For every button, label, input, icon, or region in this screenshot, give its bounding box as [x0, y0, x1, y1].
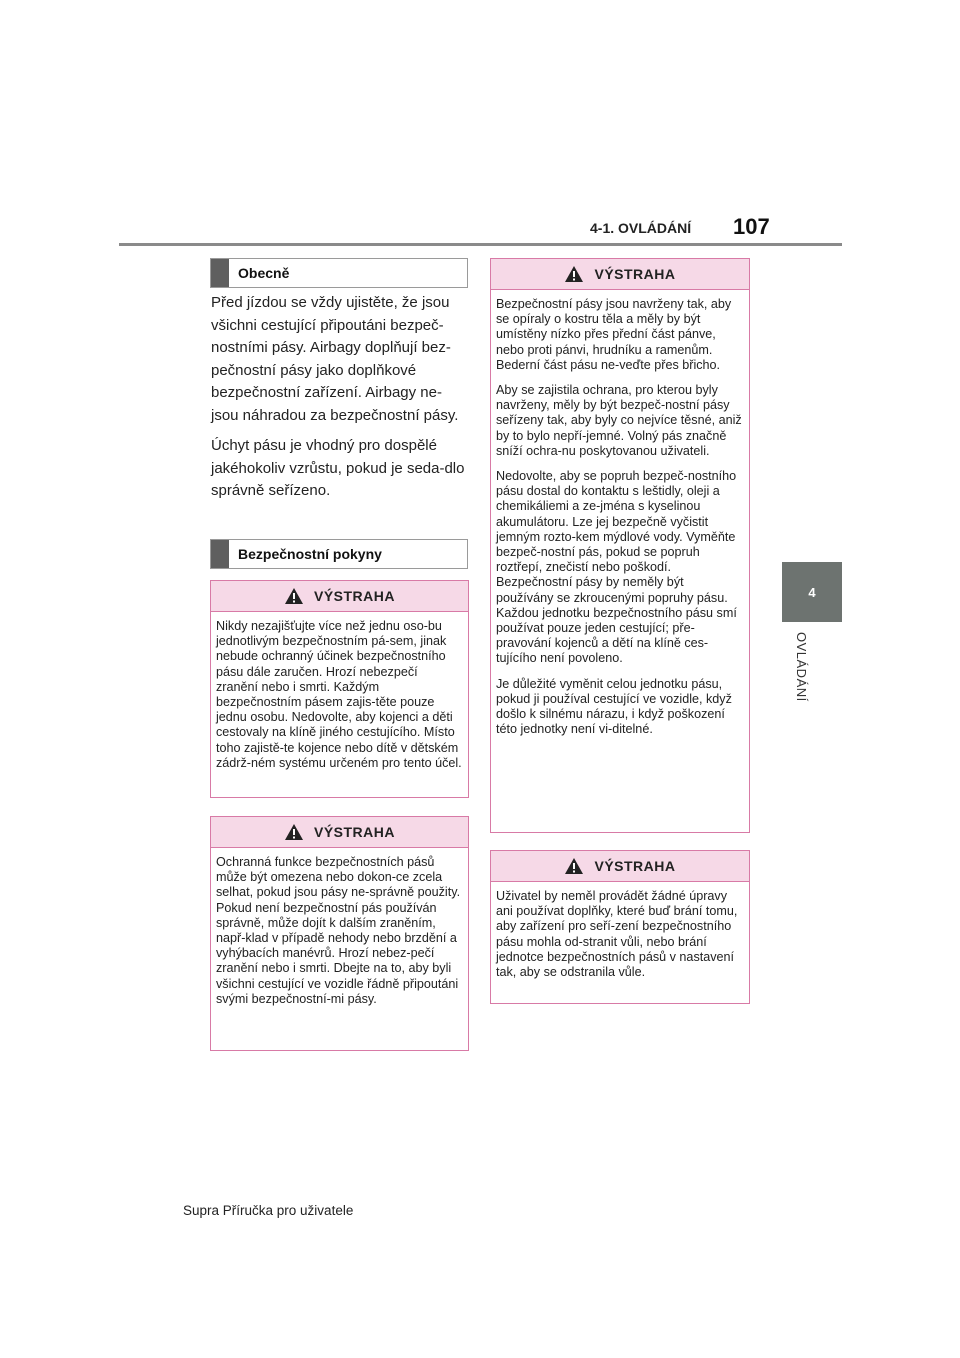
general-text [211, 292, 469, 511]
warning-text: Je důležité vyměnit celou jednotku pásu, pokud ji používal cestující ve vozidle, když došlo k silnému nárazu, i když poškození této jednotky není vi-ditelné. [496, 676, 732, 737]
chapter-number: 4 [808, 584, 816, 600]
warning-triangle-icon [564, 265, 584, 283]
warning-header [491, 259, 749, 290]
heading-bar [211, 540, 229, 568]
footer-text: Supra Příručka pro uživatele [183, 1203, 354, 1218]
header-rule [119, 243, 842, 246]
section-heading-safety [210, 539, 468, 569]
section-title: Obecně [238, 265, 290, 281]
warning-title: VÝSTRAHA [313, 588, 395, 604]
warning-text: Nikdy nezajišťujte více než jednu oso-bu jednotlivým bezpečnostním pá-sem, jinak nebude ochranný účinek bezpečnostního pásu dále zaručen. Hrozí nebezpečí zranění nebo i smrti. Každým bezpečnostním pásem zajis-těte pouze jednu osobu. Nedovolte, aby kojenci a děti cestovaly na klíně jiného cestujícího. Místo toho zajistě-te kojence nebo dítě v dětském zádrž-ném systému určeném pro tento účel. [216, 619, 462, 770]
warning-box [490, 258, 750, 833]
paragraph: Před jízdou se vždy ujistěte, že jsou všichni cestující připoutáni bezpeč-nostními pásy. Airbagy doplňují bez-pečnostní pásy jako doplňkové bezpečnostní zařízení. Airbagy ne-jsou náhradou za bezpečnostní pásy. [211, 294, 459, 424]
heading-bar [211, 259, 229, 287]
warning-box [490, 850, 750, 1004]
warning-body [211, 612, 468, 777]
warning-box [210, 580, 469, 798]
chapter-label: OVLÁDÁNÍ [794, 632, 809, 702]
warning-body [491, 882, 749, 986]
warning-triangle-icon [284, 823, 304, 841]
warning-text: Aby se zajistila ochrana, pro kterou byly navrženy, měly by být bezpeč-nostní pásy seřízeny tak, aby byly co nejvíce těsné, aniž by to bylo nepří-jemné. Volný pás značně sníží ochra-nu poskytovanou uživateli. [496, 383, 742, 458]
warning-body [491, 290, 749, 743]
page-number: 107 [733, 214, 770, 239]
section-header: 4-1. OVLÁDÁNÍ [590, 220, 692, 236]
warning-header [491, 851, 749, 882]
warning-body [211, 848, 468, 1013]
section-heading-general [210, 258, 468, 288]
warning-box [210, 816, 469, 1051]
chapter-tab [782, 562, 842, 622]
warning-triangle-icon [564, 857, 584, 875]
warning-text: Nedovolte, aby se popruh bezpeč-nostního pásu dostal do kontaktu s leštidly, oleji a chemikáliemi a ze-jména s kyselinou akumulátoru. Lze jej bezpečně vyčistit jemným rozto-kem mýdlové vody. Vyměňte bezpeč-nostní pás, pokud se popruh roztřepí, znečistí nebo poškodí. Bezpečnostní pásy by neměly být používány se zkroucenými popruhy pásu. Každou jednotku bezpečnostního pásu smí používat pouze jeden cestující; pře-pravování kojenců a dětí na klíně ces-tujícího není povoleno. [496, 469, 737, 666]
warning-title: VÝSTRAHA [594, 266, 676, 282]
warning-text: Ochranná funkce bezpečnostních pásů může být omezena nebo dokon-ce zcela selhat, pokud jsou pásy ne-správně použity. Pokud není bezpečnostní pás používán správně, může dojít k dalším zraněním, např-klad v případě nehody nebo brzdění a vyhýbacích manévrů. Hrozí nebez-pečí zranění nebo i smrti. Dbejte na to, aby byli všichni cestující ve vozidle řádně připoutáni svými bezpečnostní-mi pásy. [216, 855, 461, 1006]
warning-header [211, 817, 468, 848]
warning-text: Bezpečnostní pásy jsou navrženy tak, aby se opíraly o kostru těla a měly by být umístěny nízko přes přední část pánve, nebo proti pánvi, hrudníku a ramenům. Bederní část pásu ne-veďte přes břicho. [496, 297, 732, 372]
paragraph: Úchyt pásu je vhodný pro dospělé jakéhokoliv vzrůstu, pokud je seda-dlo správně seřízeno. [211, 437, 465, 499]
warning-triangle-icon [284, 587, 304, 605]
warning-text: Uživatel by neměl provádět žádné úpravy ani používat doplňky, které buď brání tomu, aby zařízení pro seří-zení bezpečnostního pásu mohla od-stranit vůli, nebo brání jednotce bezpečnostních pásů v nastavení tak, aby se odstranila vůle. [496, 889, 738, 980]
warning-title: VÝSTRAHA [313, 824, 395, 840]
section-title: Bezpečnostní pokyny [238, 546, 382, 562]
warning-title: VÝSTRAHA [594, 858, 676, 874]
warning-header [211, 581, 468, 612]
